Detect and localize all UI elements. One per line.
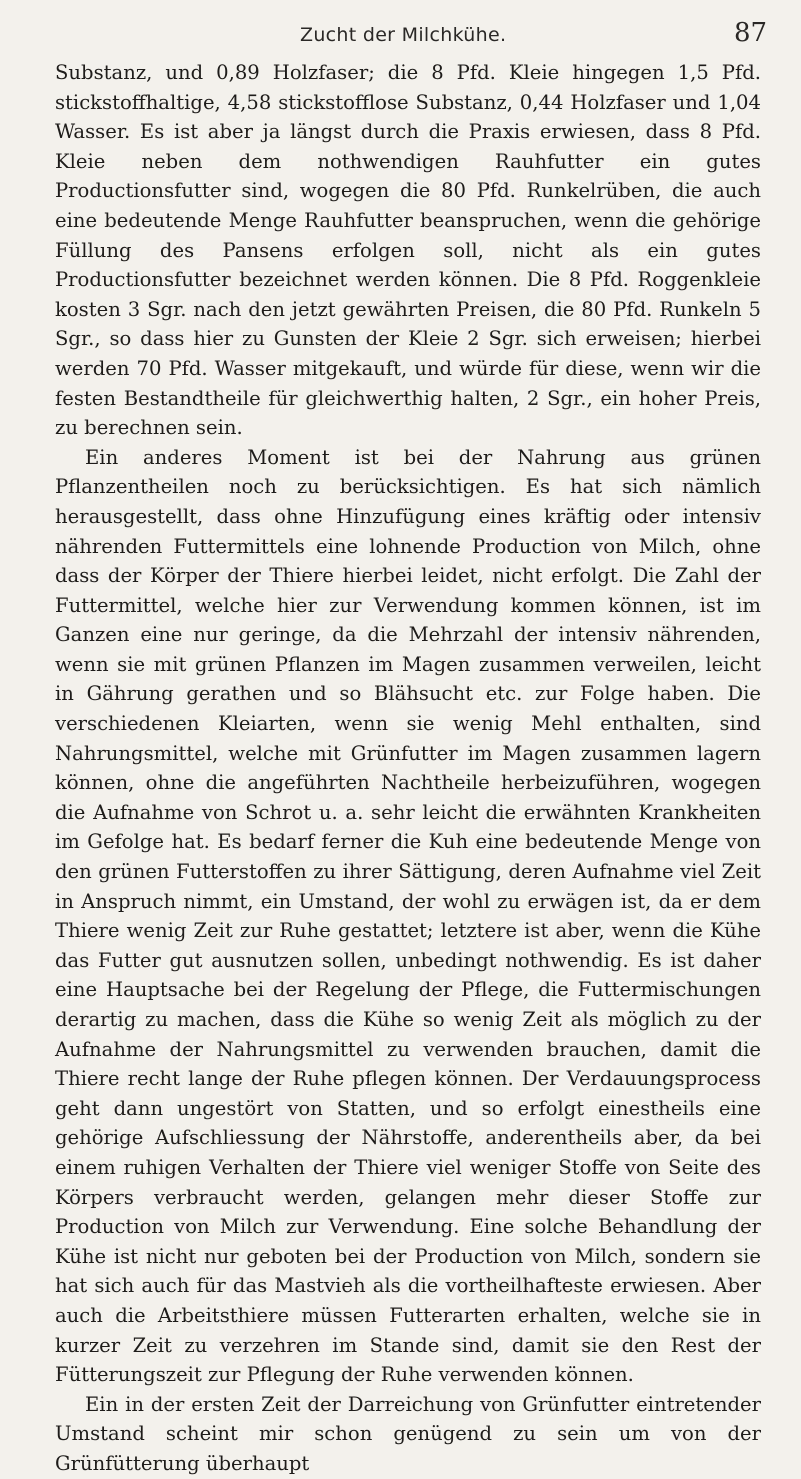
page-number: 87 — [734, 18, 768, 48]
paragraph-2: Ein anderes Moment ist bei der Nahrung aus grünen Pflanzentheilen noch zu berücksichtigen. Es hat sich nämlich herausgestellt, dass ohne Hinzufügung eines kräftig oder intensiv nährenden Futtermittels eine lohnende Production von Milch, ohne dass der Körper der Thiere hierbei leidet, nicht erfolgt. Die Zahl der Futtermittel, welche hier zur Verwendung kommen können, ist im Ganzen eine nur geringe, da die Mehrzahl der intensiv nährenden, wenn sie mit grünen Pflanzen im Magen zusammen verweilen, leicht in Gährung gerathen und so Blähsucht etc. zur Folge haben. Die verschiedenen Kleiarten, wenn sie wenig Mehl enthalten, sind Nahrungsmittel, welche mit Grünfutter im Magen zusammen lagern können, ohne die angeführten Nachtheile herbeizuführen, wogegen die Aufnahme von Schrot u. a. sehr leicht die erwähnten Krankheiten im Gefolge hat. Es bedarf ferner die Kuh eine bedeutende Menge von den grünen Futterstoffen zu ihrer Sättigung, deren Aufnahme viel Zeit in Anspruch nimmt, ein Umstand, der wohl zu erwägen ist, da er dem Thiere wenig Zeit zur Ruhe gestattet; letztere ist aber, wenn die Kühe das Futter gut ausnutzen sollen, unbedingt nothwendig. Es ist daher eine Hauptsache bei der Regelung der Pflege, die Futtermischungen derartig zu machen, dass die Kühe so wenig Zeit als möglich zu der Aufnahme der Nahrungsmittel zu verwenden brauchen, damit die Thiere recht lange der Ruhe pflegen können. Der Verdauungsprocess geht dann ungestört von Statten, und so erfolgt einestheils eine gehörige Aufschliessung der Nährstoffe, anderentheils aber, da bei einem ruhigen Verhalten der Thiere viel weniger Stoffe von Seite des Körpers verbraucht werden, gelangen mehr dieser Stoffe zur Production von Milch zur Verwendung. Eine solche Behandlung der Kühe ist nicht nur geboten bei der Production von Milch, sondern sie hat sich auch für das Mastvieh als die vortheilhafteste erwiesen. Aber auch die Arbeitsthiere müssen Futterarten erhalten, welche sie in kurzer Zeit zu verzehren im Stande sind, damit sie den Rest der Fütterungszeit zur Pflegung der Ruhe verwenden können. — [55, 445, 761, 1387]
page-header — [0, 18, 801, 58]
paragraph-3: Ein in der ersten Zeit der Darreichung von Grünfutter eintretender Umstand scheint mir schon genügend zu sein um von der Grünfütterung überhaupt — [55, 1392, 761, 1475]
body-text — [55, 58, 761, 1479]
paragraph-1: Substanz, und 0,89 Holzfaser; die 8 Pfd. Kleie hingegen 1,5 Pfd. stickstoffhaltige, 4,58 stickstofflose Substanz, 0,44 Holzfaser und 1,04 Wasser. Es ist aber ja längst durch die Praxis erwiesen, dass 8 Pfd. Kleie neben dem nothwendigen Rauhfutter ein gutes Productionsfutter sind, wogegen die 80 Pfd. Runkelrüben, die auch eine bedeutende Menge Rauhfutter beanspruchen, wenn die gehörige Füllung des Pansens erfolgen soll, nicht als ein gutes Productionsfutter bezeichnet werden können. Die 8 Pfd. Roggenkleie kosten 3 Sgr. nach den jetzt gewährten Preisen, die 80 Pfd. Runkeln 5 Sgr., so dass hier zu Gunsten der Kleie 2 Sgr. sich erweisen; hierbei werden 70 Pfd. Wasser mitgekauft, und würde für diese, wenn wir die festen Bestandtheile für gleichwerthig halten, 2 Sgr., ein hoher Preis, zu berechnen sein. — [55, 61, 761, 440]
running-title: Zucht der Milchkühe. — [300, 24, 507, 46]
